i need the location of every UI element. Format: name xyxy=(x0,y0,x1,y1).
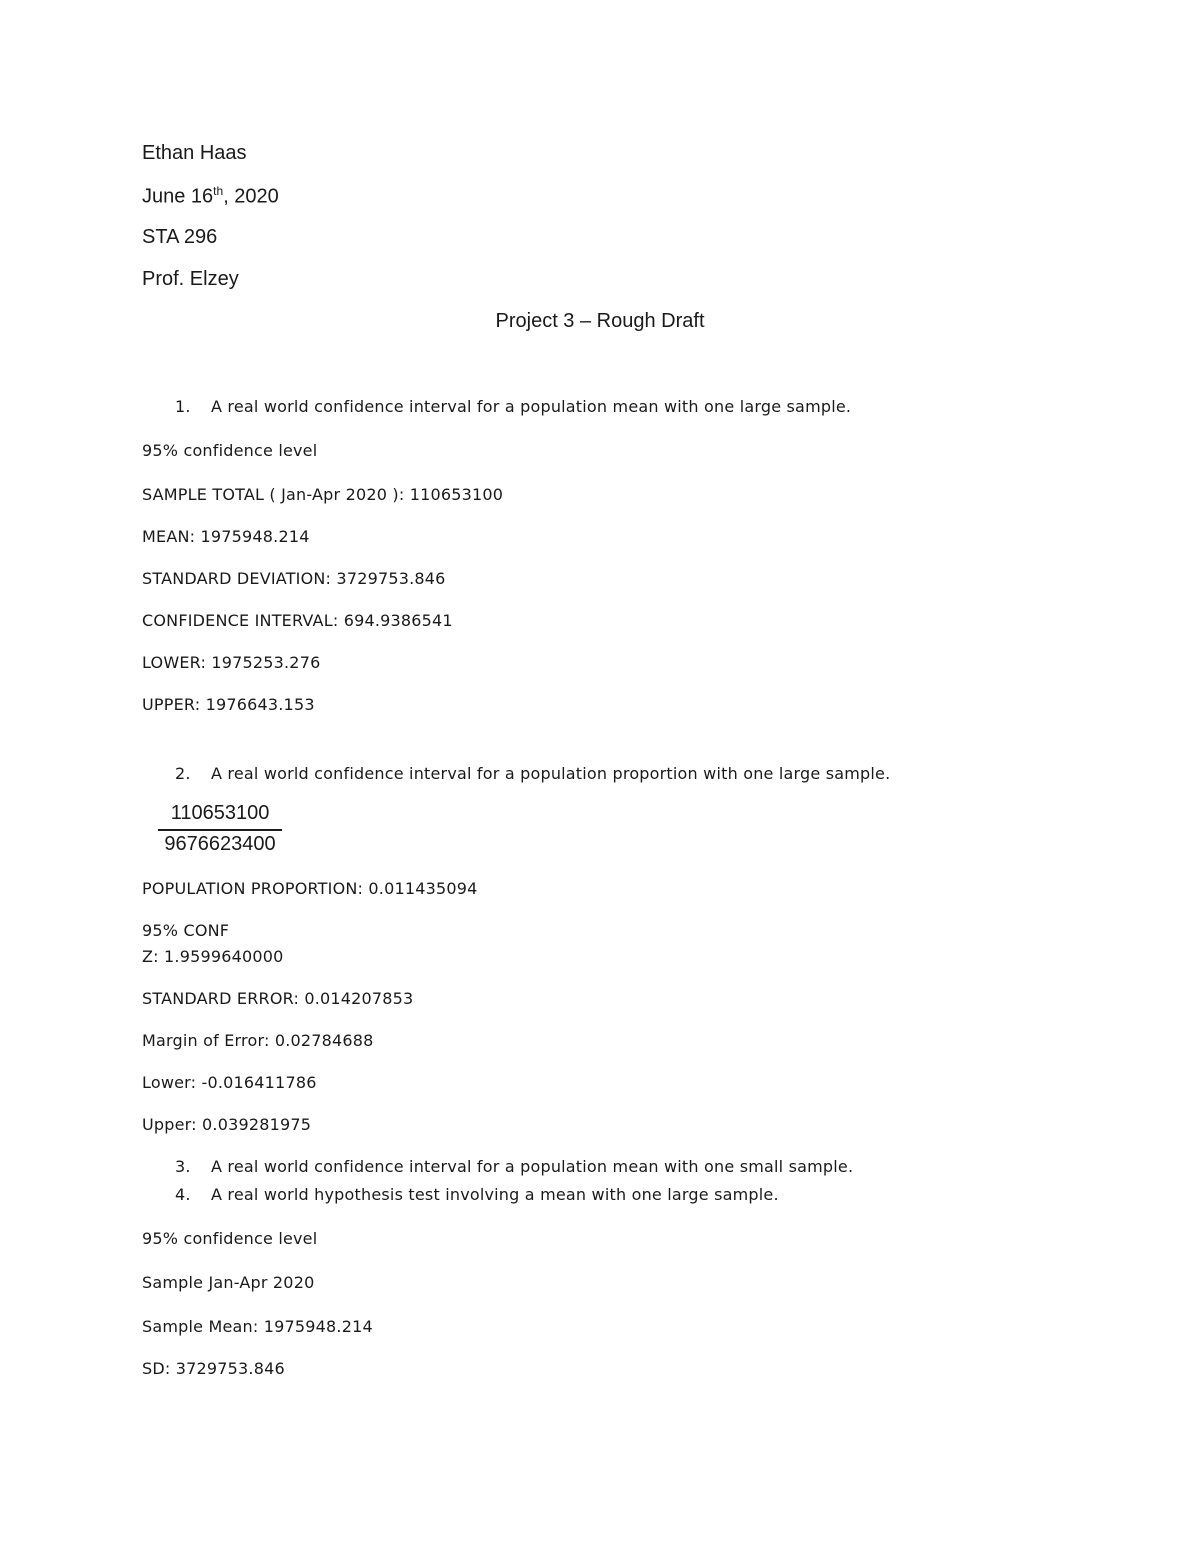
fraction-denominator: 9676623400 xyxy=(164,833,276,855)
section-2-line: Upper: 0.039281975 xyxy=(142,1115,312,1134)
professor-name: Prof. Elzey xyxy=(142,268,239,290)
date-superscript: th xyxy=(213,184,224,198)
section-2-line: Margin of Error: 0.02784688 xyxy=(142,1031,374,1050)
section-1-line: SAMPLE TOTAL ( Jan-Apr 2020 ): 110653100 xyxy=(142,485,504,504)
section-1-line: CONFIDENCE INTERVAL: 694.9386541 xyxy=(142,611,453,630)
section-1-heading xyxy=(175,397,851,416)
section-4-line: SD: 3729753.846 xyxy=(142,1359,285,1378)
section-4-heading xyxy=(175,1185,779,1204)
section-2-heading-text: A real world confidence interval for a population proportion with one large sample. xyxy=(211,764,891,783)
section-1-number: 1. xyxy=(175,397,191,416)
section-2-number: 2. xyxy=(175,764,191,783)
section-3-heading xyxy=(175,1157,853,1176)
section-4-line: Sample Mean: 1975948.214 xyxy=(142,1317,373,1336)
section-1-heading-text: A real world confidence interval for a population mean with one large sample. xyxy=(211,397,852,416)
document-date xyxy=(142,184,279,209)
section-3-number: 3. xyxy=(175,1157,191,1176)
section-4-number: 4. xyxy=(175,1185,191,1204)
section-4-line: Sample Jan-Apr 2020 xyxy=(142,1273,315,1292)
section-1-line: UPPER: 1976643.153 xyxy=(142,695,315,714)
section-2-line: POPULATION PROPORTION: 0.011435094 xyxy=(142,879,478,898)
course-code: STA 296 xyxy=(142,226,218,248)
section-1-line: LOWER: 1975253.276 xyxy=(142,653,321,672)
author-name: Ethan Haas xyxy=(142,142,247,164)
fraction-numerator: 110653100 xyxy=(170,802,270,824)
proportion-fraction xyxy=(158,802,282,856)
section-2-line: Z: 1.9599640000 xyxy=(142,947,284,966)
section-2-line: Lower: -0.016411786 xyxy=(142,1073,317,1092)
date-main: June 16 xyxy=(142,185,214,208)
section-2-line: STANDARD ERROR: 0.014207853 xyxy=(142,989,414,1008)
section-1-line: STANDARD DEVIATION: 3729753.846 xyxy=(142,569,446,588)
section-2-line: 95% CONF xyxy=(142,921,230,940)
section-3-heading-text: A real world confidence interval for a population mean with one small sample. xyxy=(211,1157,854,1176)
section-4-line: 95% confidence level xyxy=(142,1229,318,1248)
document-title: Project 3 – Rough Draft xyxy=(495,310,705,332)
section-2-heading xyxy=(175,764,890,783)
section-1-line: 95% confidence level xyxy=(142,441,318,460)
section-4-heading-text: A real world hypothesis test involving a mean with one large sample. xyxy=(211,1185,779,1204)
section-1-line: MEAN: 1975948.214 xyxy=(142,527,310,546)
date-tail: , 2020 xyxy=(223,185,279,208)
